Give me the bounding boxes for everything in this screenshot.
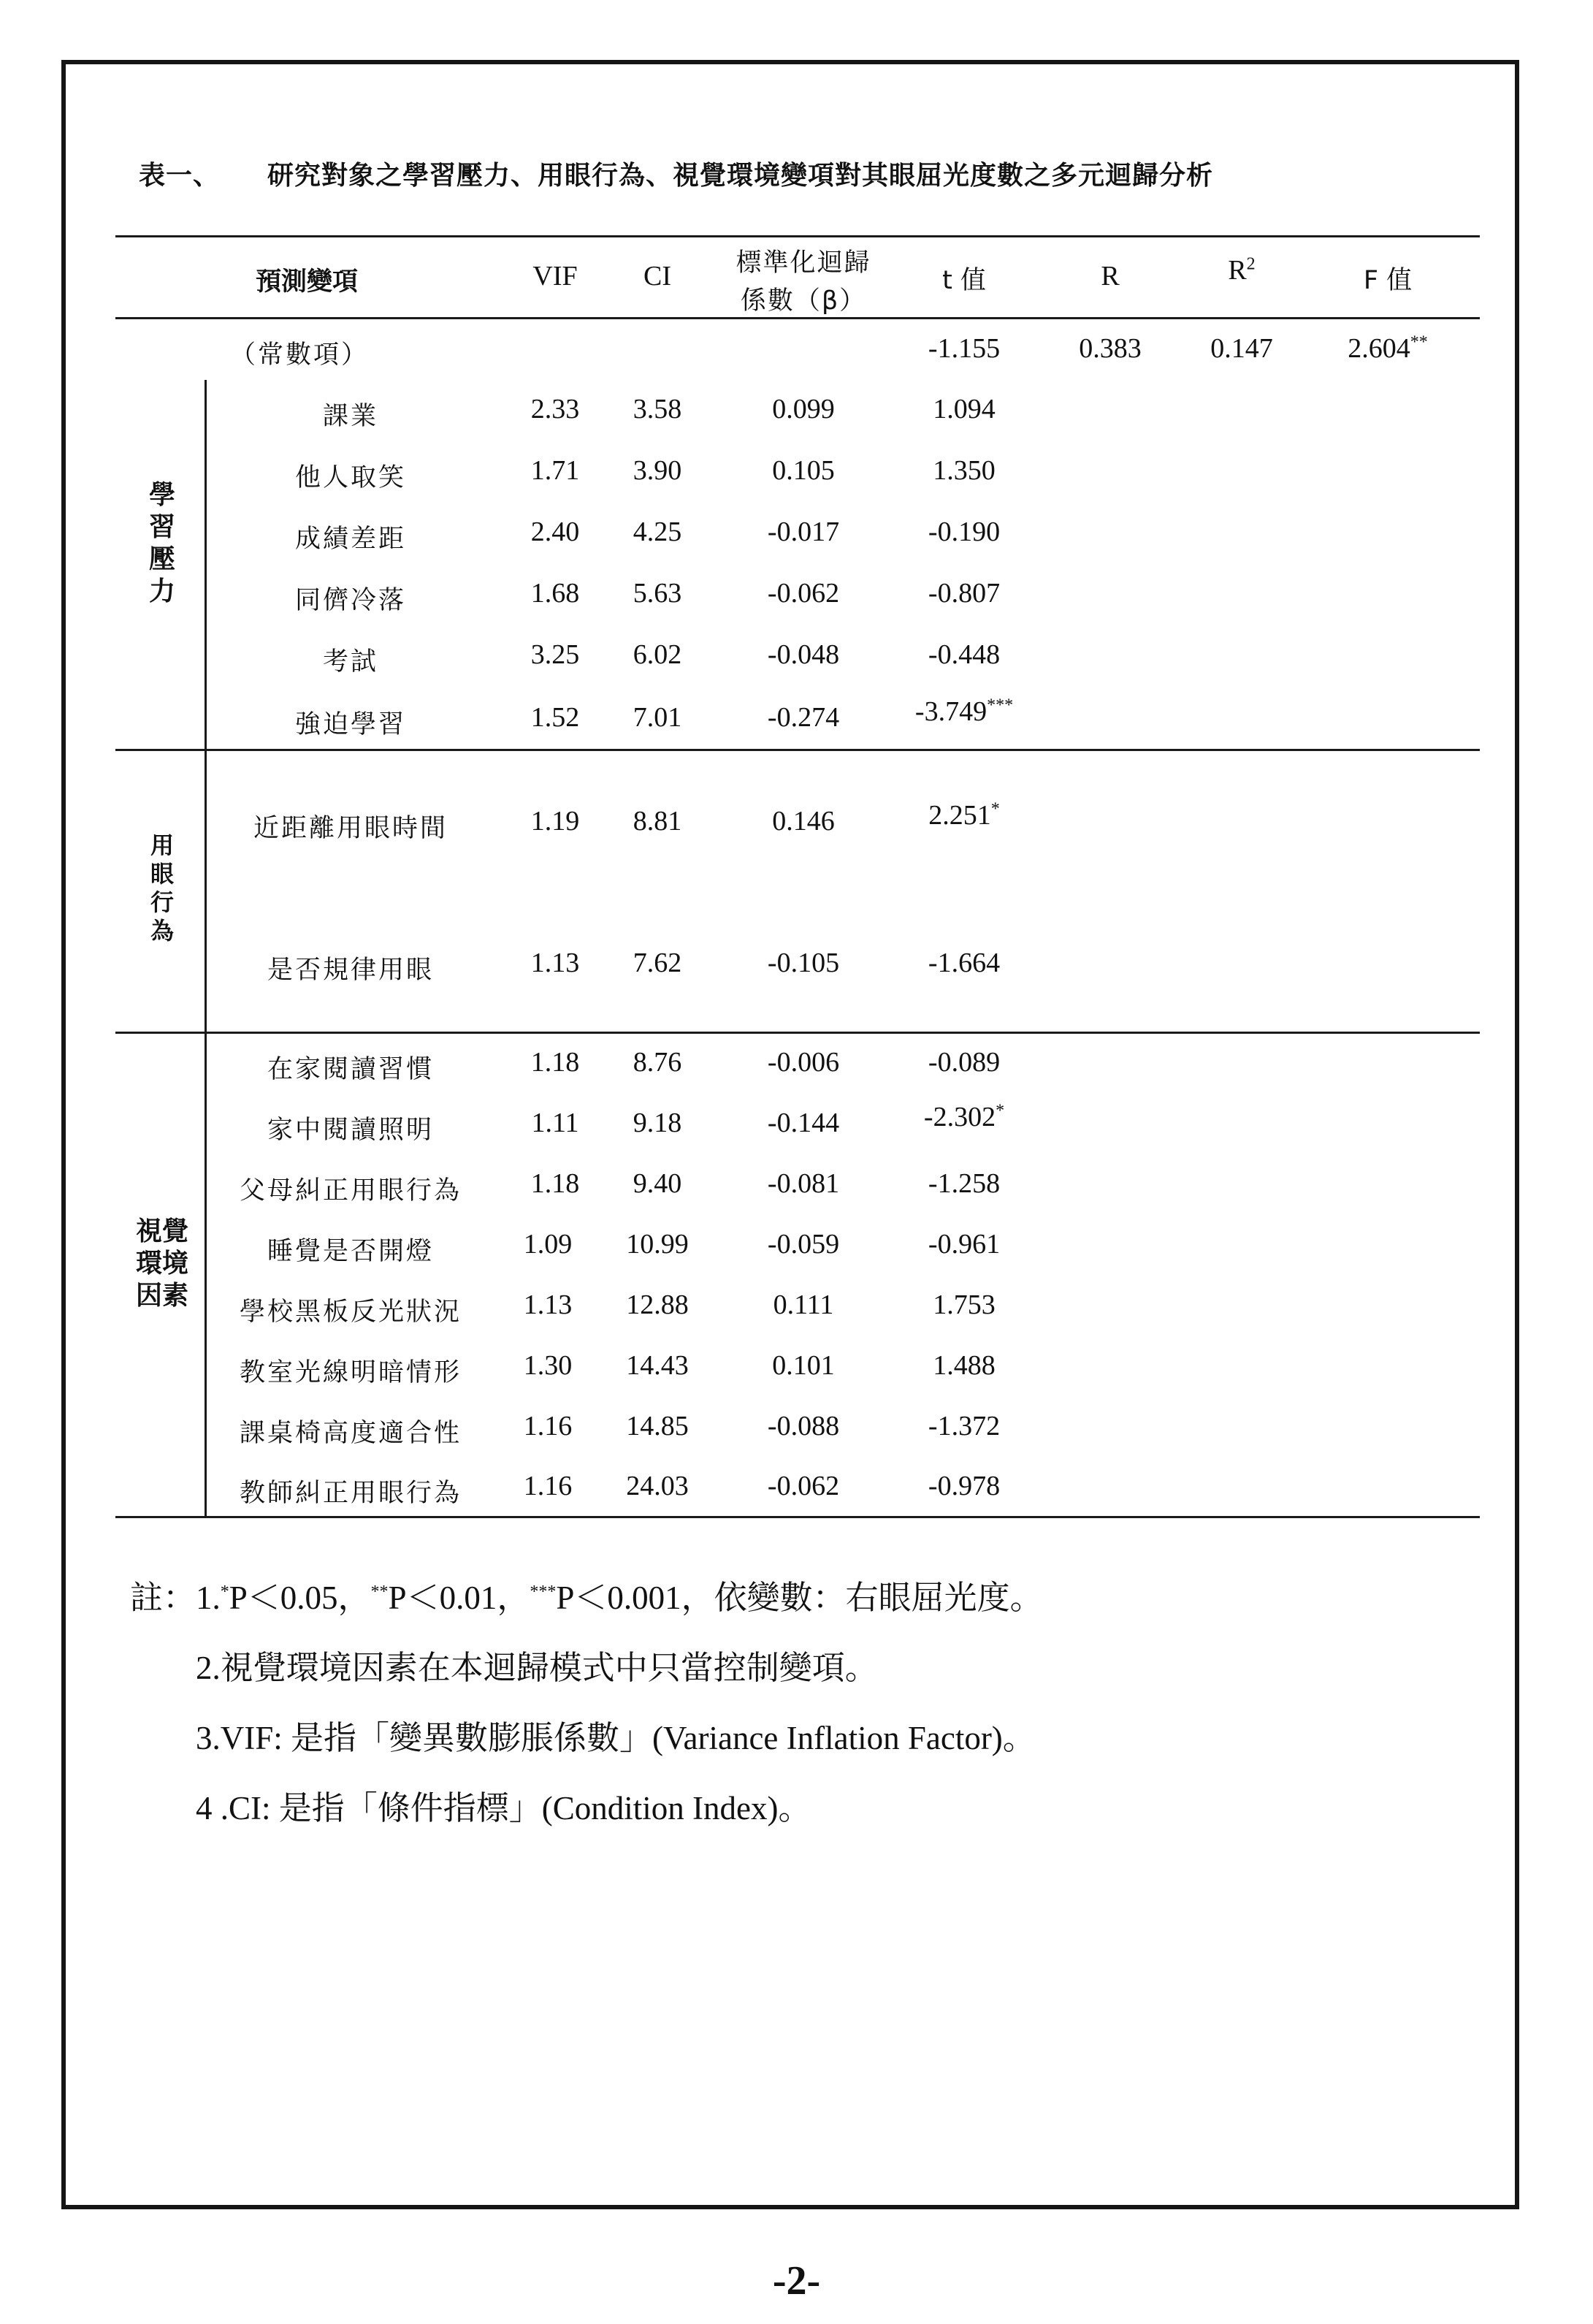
row-beta: -0.006 bbox=[767, 1047, 840, 1078]
rule-top bbox=[115, 235, 1480, 237]
constant-r2: 0.147 bbox=[1210, 333, 1273, 364]
row-ci: 8.76 bbox=[633, 1047, 682, 1078]
row-beta: -0.088 bbox=[767, 1411, 840, 1441]
row-ci: 12.88 bbox=[626, 1289, 689, 1320]
header-r2: $R^2$ bbox=[1228, 254, 1256, 286]
row-t: -1.372 bbox=[928, 1411, 1001, 1441]
row-t: -0.978 bbox=[928, 1471, 1001, 1501]
row-predictor-name: 近距離用眼時間 bbox=[253, 814, 448, 843]
row-vif: 1.18 bbox=[530, 1168, 580, 1199]
row-t: -0.448 bbox=[928, 639, 1001, 670]
row-t: 1.753 bbox=[933, 1289, 996, 1320]
row-ci: 7.01 bbox=[633, 702, 682, 733]
row-ci: 3.90 bbox=[633, 455, 682, 486]
caption-label: 表一、 bbox=[139, 160, 221, 191]
group-label-study-pressure: 學 習 壓 力 bbox=[148, 480, 175, 606]
row-t: -2.302* bbox=[923, 1101, 1005, 1132]
row-predictor-name: 睡覺是否開燈 bbox=[267, 1237, 434, 1266]
header-f: F 值 bbox=[1363, 266, 1413, 295]
rule-group-2 bbox=[115, 1032, 1480, 1034]
header-ci: CI bbox=[643, 261, 671, 292]
row-ci: 4.25 bbox=[633, 517, 682, 547]
row-predictor-name: 在家閱讀習慣 bbox=[267, 1055, 434, 1084]
row-predictor-name: 課桌椅高度適合性 bbox=[239, 1419, 462, 1448]
note-1: 註：1.*P＜0.05，**P＜0.01，***P＜0.001，依變數：右眼屈光度。 bbox=[130, 1580, 1043, 1616]
row-ci: 6.02 bbox=[633, 639, 682, 670]
row-predictor-name: 成績差距 bbox=[294, 525, 406, 554]
row-predictor-name: 是否規律用眼 bbox=[267, 956, 434, 985]
group-label-eye-use: 用 眼 行 為 bbox=[150, 831, 174, 945]
row-predictor-name: 教師糾正用眼行為 bbox=[239, 1479, 462, 1508]
row-predictor-name: 強迫學習 bbox=[294, 710, 406, 739]
row-vif: 1.13 bbox=[523, 1289, 573, 1320]
constant-r: 0.383 bbox=[1079, 333, 1142, 364]
row-beta: -0.062 bbox=[767, 1471, 840, 1501]
header-vif: VIF bbox=[532, 261, 578, 292]
row-predictor-name: 同儕冷落 bbox=[294, 586, 406, 615]
separator-group-1 bbox=[205, 380, 207, 749]
row-vif: 1.19 bbox=[530, 806, 580, 837]
row-vif: 2.40 bbox=[530, 517, 580, 547]
row-t: 1.350 bbox=[933, 455, 996, 486]
row-vif: 1.71 bbox=[530, 455, 580, 486]
rule-bottom bbox=[115, 1516, 1480, 1518]
row-t: -0.807 bbox=[928, 578, 1001, 609]
row-beta: 0.146 bbox=[772, 806, 835, 837]
header-predictor: 預測變項 bbox=[255, 267, 358, 297]
row-ci: 5.63 bbox=[633, 578, 682, 609]
row-t: -0.089 bbox=[928, 1047, 1001, 1078]
rule-group-1 bbox=[115, 749, 1480, 751]
row-vif: 1.30 bbox=[523, 1350, 573, 1381]
row-ci: 14.85 bbox=[626, 1411, 689, 1441]
row-t: -0.961 bbox=[928, 1229, 1001, 1260]
rule-header bbox=[115, 317, 1480, 319]
row-t: 2.251* bbox=[928, 799, 1000, 831]
row-vif: 1.13 bbox=[530, 948, 580, 978]
constant-label: （常數項） bbox=[229, 340, 369, 370]
row-predictor-name: 他人取笑 bbox=[294, 463, 406, 492]
row-beta: 0.105 bbox=[772, 455, 835, 486]
row-beta: 0.099 bbox=[772, 394, 835, 424]
row-t: -1.258 bbox=[928, 1168, 1001, 1199]
row-t: -1.664 bbox=[928, 948, 1001, 978]
row-vif: 1.52 bbox=[530, 702, 580, 733]
row-vif: 1.11 bbox=[531, 1108, 579, 1138]
row-beta: 0.111 bbox=[773, 1289, 834, 1320]
row-ci: 9.18 bbox=[633, 1108, 682, 1138]
row-beta: 0.101 bbox=[772, 1350, 835, 1381]
note-4: 4 .CI: 是指「條件指標」(Condition Index)。 bbox=[196, 1790, 811, 1826]
row-vif: 1.68 bbox=[530, 578, 580, 609]
page-number: -2- bbox=[772, 2258, 821, 2304]
row-vif: 1.16 bbox=[523, 1471, 573, 1501]
separator-group-3 bbox=[205, 1034, 207, 1516]
row-predictor-name: 考試 bbox=[322, 647, 378, 677]
group-label-visual-environment: 視覺 環境 因素 bbox=[135, 1216, 188, 1311]
row-vif: 2.33 bbox=[530, 394, 580, 424]
row-beta: -0.048 bbox=[767, 639, 840, 670]
row-t: 1.094 bbox=[933, 394, 996, 424]
row-vif: 1.16 bbox=[523, 1411, 573, 1441]
row-ci: 3.58 bbox=[633, 394, 682, 424]
separator-group-2 bbox=[205, 751, 207, 1032]
row-ci: 7.62 bbox=[633, 948, 682, 978]
row-t: -0.190 bbox=[928, 517, 1001, 547]
row-t: -3.749*** bbox=[914, 696, 1014, 727]
constant-f: 2.604** bbox=[1348, 332, 1428, 364]
row-ci: 10.99 bbox=[626, 1229, 689, 1260]
row-predictor-name: 教室光線明暗情形 bbox=[239, 1358, 462, 1387]
header-t: t 值 bbox=[942, 266, 986, 295]
header-beta-line2: 係數（β） bbox=[740, 286, 867, 316]
caption-title: 研究對象之學習壓力、用眼行為、視覺環境變項對其眼屈光度數之多元迴歸分析 bbox=[267, 160, 1214, 191]
constant-t: -1.155 bbox=[928, 333, 1001, 364]
row-ci: 14.43 bbox=[626, 1350, 689, 1381]
note-2: 2.視覺環境因素在本迴歸模式中只當控制變項。 bbox=[196, 1650, 878, 1686]
row-vif: 3.25 bbox=[530, 639, 580, 670]
row-ci: 8.81 bbox=[633, 806, 682, 837]
row-vif: 1.18 bbox=[530, 1047, 580, 1078]
note-3: 3.VIF: 是指「變異數膨脹係數」(Variance Inflation Factor)。 bbox=[196, 1720, 1036, 1756]
row-beta: -0.105 bbox=[767, 948, 840, 978]
row-ci: 24.03 bbox=[626, 1471, 689, 1501]
row-beta: -0.017 bbox=[767, 517, 840, 547]
header-r: R bbox=[1101, 261, 1120, 292]
row-beta: -0.059 bbox=[767, 1229, 840, 1260]
row-ci: 9.40 bbox=[633, 1168, 682, 1199]
row-beta: -0.274 bbox=[767, 702, 840, 733]
row-beta: -0.144 bbox=[767, 1108, 840, 1138]
row-predictor-name: 家中閱讀照明 bbox=[267, 1116, 434, 1145]
row-vif: 1.09 bbox=[523, 1229, 573, 1260]
header-beta-line1: 標準化迴歸 bbox=[736, 248, 871, 278]
row-t: 1.488 bbox=[933, 1350, 996, 1381]
row-predictor-name: 父母糾正用眼行為 bbox=[239, 1176, 462, 1205]
table-caption bbox=[139, 155, 1468, 192]
row-predictor-name: 課業 bbox=[322, 402, 378, 431]
row-beta: -0.062 bbox=[767, 578, 840, 609]
row-predictor-name: 學校黑板反光狀況 bbox=[239, 1298, 462, 1327]
row-beta: -0.081 bbox=[767, 1168, 840, 1199]
